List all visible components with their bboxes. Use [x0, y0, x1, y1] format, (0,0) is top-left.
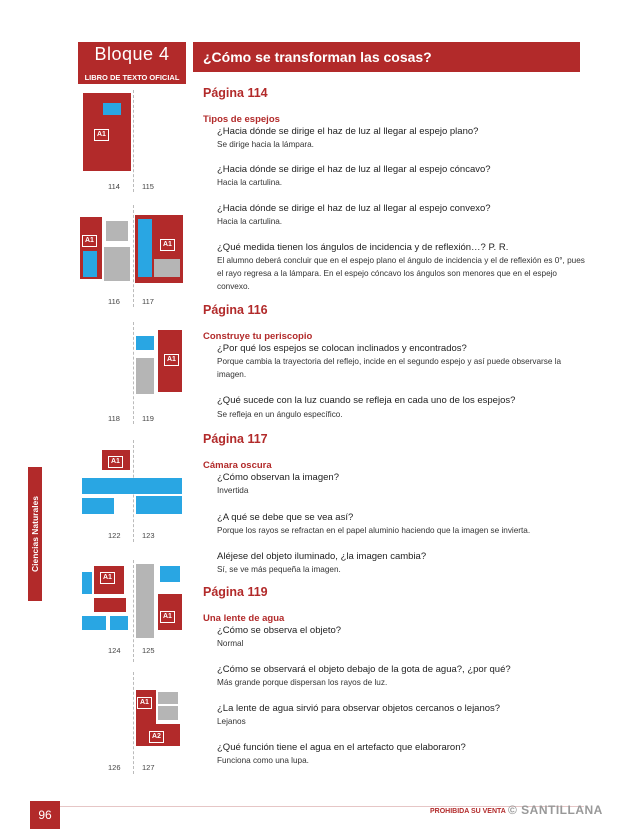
answer: Invertida [217, 486, 249, 495]
block-label: A1 [164, 354, 179, 366]
thumbnail-spread [80, 672, 186, 774]
question: ¿Qué función tiene el agua en el artefacto que elaboraron? [217, 742, 466, 753]
answer: Normal [217, 639, 244, 648]
thumbnail-page-left: 126 [108, 763, 121, 772]
page-number: 96 [30, 801, 60, 829]
libro-label: LIBRO DE TEXTO OFICIAL [78, 72, 186, 84]
layout-block [83, 251, 97, 277]
block-label: A1 [160, 611, 175, 623]
layout-block [104, 247, 130, 281]
layout-block [82, 498, 114, 514]
thumbnail-page-left: 124 [108, 646, 121, 655]
question: ¿Hacia dónde se dirige el haz de luz al llegar al espejo cóncavo? [217, 164, 491, 175]
thumbnail-page-left: 114 [108, 182, 120, 191]
layout-block [160, 566, 180, 582]
thumbnail-page-left: 118 [108, 414, 120, 423]
answer: Hacia la cartulina. [217, 217, 283, 226]
thumbnail-page-left: 122 [108, 531, 121, 540]
topic-title: Construye tu periscopio [203, 331, 313, 342]
answer: Se refleja en un ángulo específico. [217, 410, 343, 419]
layout-block [103, 103, 121, 115]
thumbnail-page-right: 123 [142, 531, 155, 540]
answer: Hacia la cartulina. [217, 178, 283, 187]
answer: Se dirige hacia la lámpara. [217, 140, 314, 149]
topic-title: Cámara oscura [203, 460, 272, 471]
thumbnail-page-right: 115 [142, 182, 154, 191]
topic-title: Tipos de espejos [203, 114, 280, 125]
layout-block [82, 572, 92, 594]
topic-title: Una lente de agua [203, 613, 285, 624]
section-heading: Página 119 [203, 585, 268, 599]
question: ¿Cómo observan la imagen? [217, 472, 339, 483]
layout-block [154, 259, 180, 277]
question: ¿Qué sucede con la luz cuando se refleja en cada uno de los espejos? [217, 395, 516, 406]
answer: Lejanos [217, 717, 246, 726]
question: ¿Cómo se observa el objeto? [217, 625, 342, 636]
side-label: Ciencias Naturales [30, 495, 40, 573]
layout-block [82, 616, 106, 630]
prohibida-notice: PROHIBIDA SU VENTA [430, 808, 506, 815]
layout-block [136, 496, 182, 514]
block-label: A2 [149, 731, 164, 743]
question: Aléjese del objeto iluminado, ¿la imagen cambia? [217, 551, 427, 562]
answer: Porque cambia la trayectoria del reflejo, incide en el segundo espejo y así puede observarse la imagen. [217, 357, 562, 379]
thumbnail-page-right: 117 [142, 297, 154, 306]
block-label: A1 [137, 697, 152, 709]
section-heading: Página 117 [203, 432, 268, 446]
question: ¿Hacia dónde se dirige el haz de luz al llegar al espejo convexo? [217, 203, 491, 214]
block-label: A1 [94, 129, 109, 141]
answer: Sí, se ve más pequeña la imagen. [217, 565, 341, 574]
block-label: A1 [82, 235, 97, 247]
question: ¿Hacia dónde se dirige el haz de luz al llegar al espejo plano? [217, 126, 479, 137]
section-heading: Página 116 [203, 303, 268, 317]
question: ¿Por qué los espejos se colocan inclinados y encontrados? [217, 343, 467, 354]
thumbnail-spread [80, 560, 186, 662]
answer: Funciona como una lupa. [217, 756, 309, 765]
layout-block [94, 598, 126, 612]
answer: Porque los rayos se refractan en el papel aluminio haciendo que la imagen se invierta. [217, 526, 531, 535]
thumbnail-spread [80, 205, 186, 307]
layout-block [136, 336, 154, 350]
layout-block [136, 358, 154, 394]
block-label: A1 [108, 456, 123, 468]
block-label: A1 [160, 239, 175, 251]
thumbnail-spread [80, 90, 186, 192]
publisher-logo: © SANTILLANA [508, 803, 603, 817]
question: ¿A qué se debe que se vea así? [217, 512, 354, 523]
question: ¿Cómo se observará el objeto debajo de la gota de agua?, ¿por qué? [217, 664, 511, 675]
layout-block [158, 692, 178, 704]
thumbnail-page-right: 127 [142, 763, 155, 772]
layout-block [82, 478, 182, 494]
thumbnail-page-right: 125 [142, 646, 155, 655]
question: ¿La lente de agua sirvió para observar objetos cercanos o lejanos? [217, 703, 501, 714]
question: ¿Qué medida tienen los ángulos de incidencia y de reflexión…? P. R. [217, 242, 509, 253]
block-label: A1 [100, 572, 115, 584]
page-title: ¿Cómo se transforman las cosas? [203, 49, 432, 65]
thumbnail-page-right: 119 [142, 414, 154, 423]
thumbnail-spread [80, 440, 186, 542]
layout-block [138, 219, 152, 277]
bloque-title: Bloque 4 [94, 44, 170, 64]
thumbnail-page-left: 116 [108, 297, 120, 306]
answer: El alumno deberá concluir que en el espejo plano el ángulo de incidencia y el de reflexión es 0°, pues el rayo regresa a la lámpara. En el espejo cóncavo los ángulos son menores que en el espejo convexo. [217, 256, 585, 291]
answer: Más grande porque dispersan los rayos de luz. [217, 678, 388, 687]
layout-block [136, 564, 154, 638]
layout-block [106, 221, 128, 241]
layout-block [110, 616, 128, 630]
thumbnail-spread [80, 322, 186, 424]
layout-block [158, 706, 178, 720]
footer-divider [60, 806, 584, 807]
section-heading: Página 114 [203, 86, 268, 100]
